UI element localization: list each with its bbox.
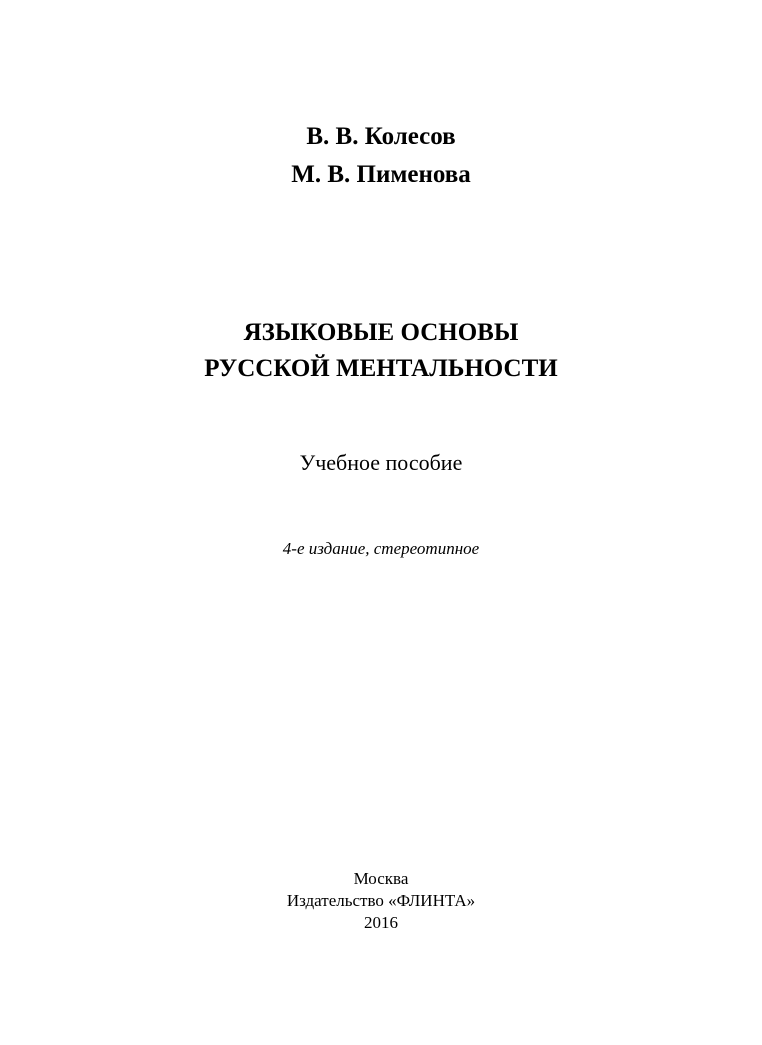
authors bbox=[0, 118, 762, 194]
author-name: В. В. Колесов bbox=[306, 123, 456, 150]
imprint-year: 2016 bbox=[364, 913, 398, 932]
title-line: ЯЗЫКОВЫЕ ОСНОВЫ bbox=[243, 319, 519, 346]
imprint-city: Москва bbox=[353, 869, 409, 888]
author-name: М. В. Пименова bbox=[291, 161, 471, 188]
imprint bbox=[0, 868, 762, 934]
edition-note: 4-е издание, стереотипное bbox=[282, 539, 480, 558]
imprint-publisher: Издательство «ФЛИНТА» bbox=[286, 891, 476, 910]
title-line: РУССКОЙ МЕНТАЛЬНОСТИ bbox=[204, 355, 558, 382]
book-subtitle: Учебное пособие bbox=[299, 450, 463, 475]
book-title bbox=[0, 315, 762, 387]
